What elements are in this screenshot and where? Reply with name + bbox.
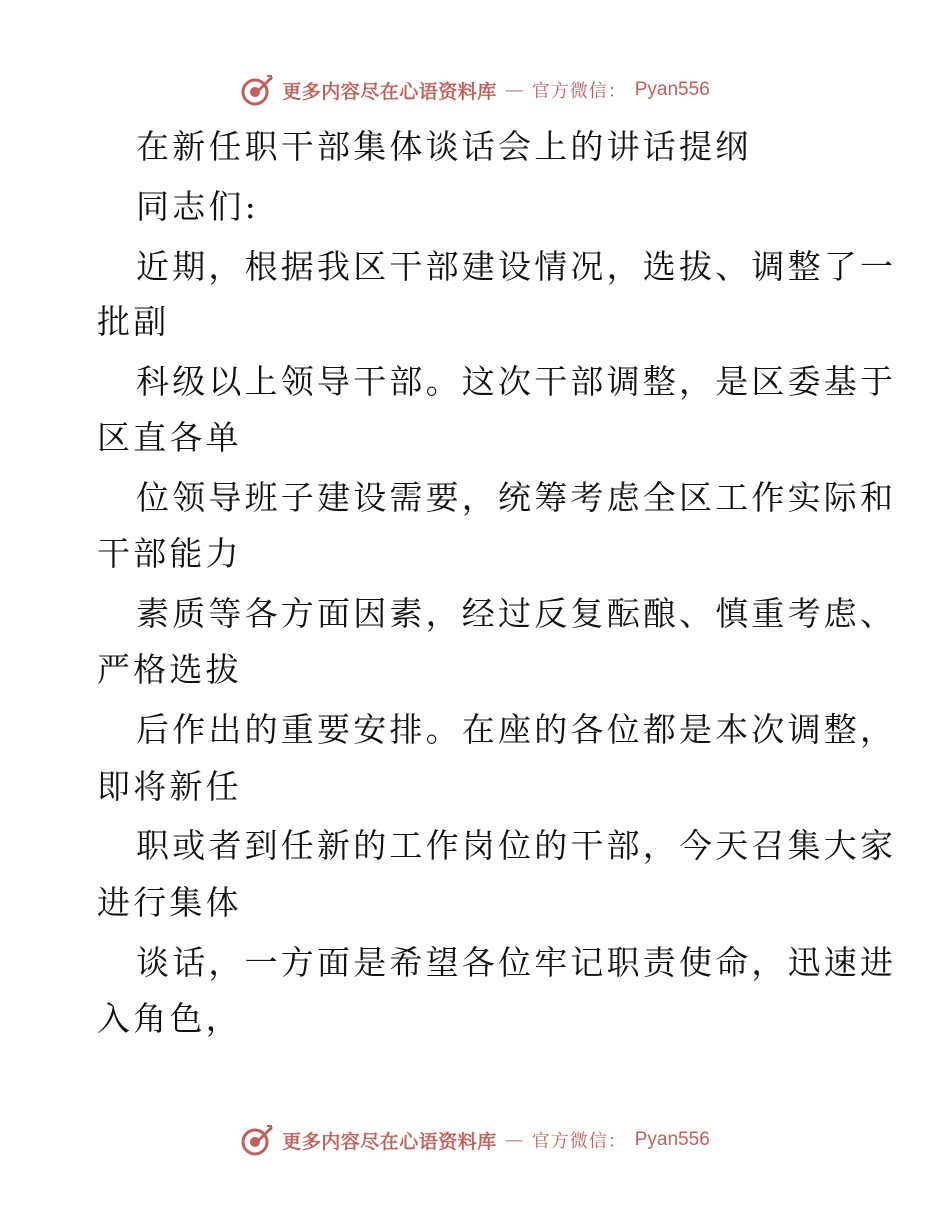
paragraph-line: 素质等各方面因素，经过反复酝酿、慎重考虑、 bbox=[136, 594, 897, 633]
paragraph-line: 职或者到任新的工作岗位的干部，今天召集大家 bbox=[136, 826, 897, 865]
paragraph-line: 近期，根据我区干部建设情况，选拔、调整了一 bbox=[136, 247, 897, 286]
paragraph-line: 干部能力 bbox=[97, 534, 242, 573]
paragraph-line: 位领导班子建设需要，统筹考虑全区工作实际和 bbox=[136, 478, 897, 517]
paragraph-line: 即将新任 bbox=[97, 767, 242, 806]
paragraph-line: 区直各单 bbox=[97, 418, 242, 457]
watermark-main-text: 更多内容尽在心语资料库 bbox=[282, 1130, 497, 1153]
footer-watermark bbox=[0, 1120, 950, 1160]
watermark-sub-text: 官方微信： bbox=[531, 1131, 627, 1152]
watermark-account-id: Pyan556 bbox=[634, 79, 710, 100]
quill-pen-logo-icon bbox=[240, 1123, 274, 1157]
salutation: 同志们: bbox=[136, 187, 259, 226]
quill-pen-logo-icon bbox=[240, 73, 274, 107]
header-watermark bbox=[0, 70, 950, 110]
paragraph-line: 批副 bbox=[97, 302, 170, 341]
watermark-dash: — bbox=[504, 79, 524, 101]
paragraph-line: 严格选拔 bbox=[97, 650, 242, 689]
paragraph-line: 进行集体 bbox=[97, 883, 242, 922]
paragraph-line: 后作出的重要安排。在座的各位都是本次调整， bbox=[136, 710, 897, 749]
paragraph-line: 谈话，一方面是希望各位牢记职责使命，迅速进 bbox=[136, 943, 897, 982]
watermark-dash: — bbox=[504, 1129, 524, 1151]
paragraph-line: 科级以上领导干部。这次干部调整，是区委基于 bbox=[136, 362, 897, 401]
document-title: 在新任职干部集体谈话会上的讲话提纲 bbox=[136, 127, 752, 166]
watermark-main-text: 更多内容尽在心语资料库 bbox=[282, 80, 497, 103]
watermark-account-id: Pyan556 bbox=[634, 1129, 710, 1150]
watermark-sub-text: 官方微信： bbox=[531, 81, 627, 102]
paragraph-line: 入角色， bbox=[97, 999, 242, 1038]
